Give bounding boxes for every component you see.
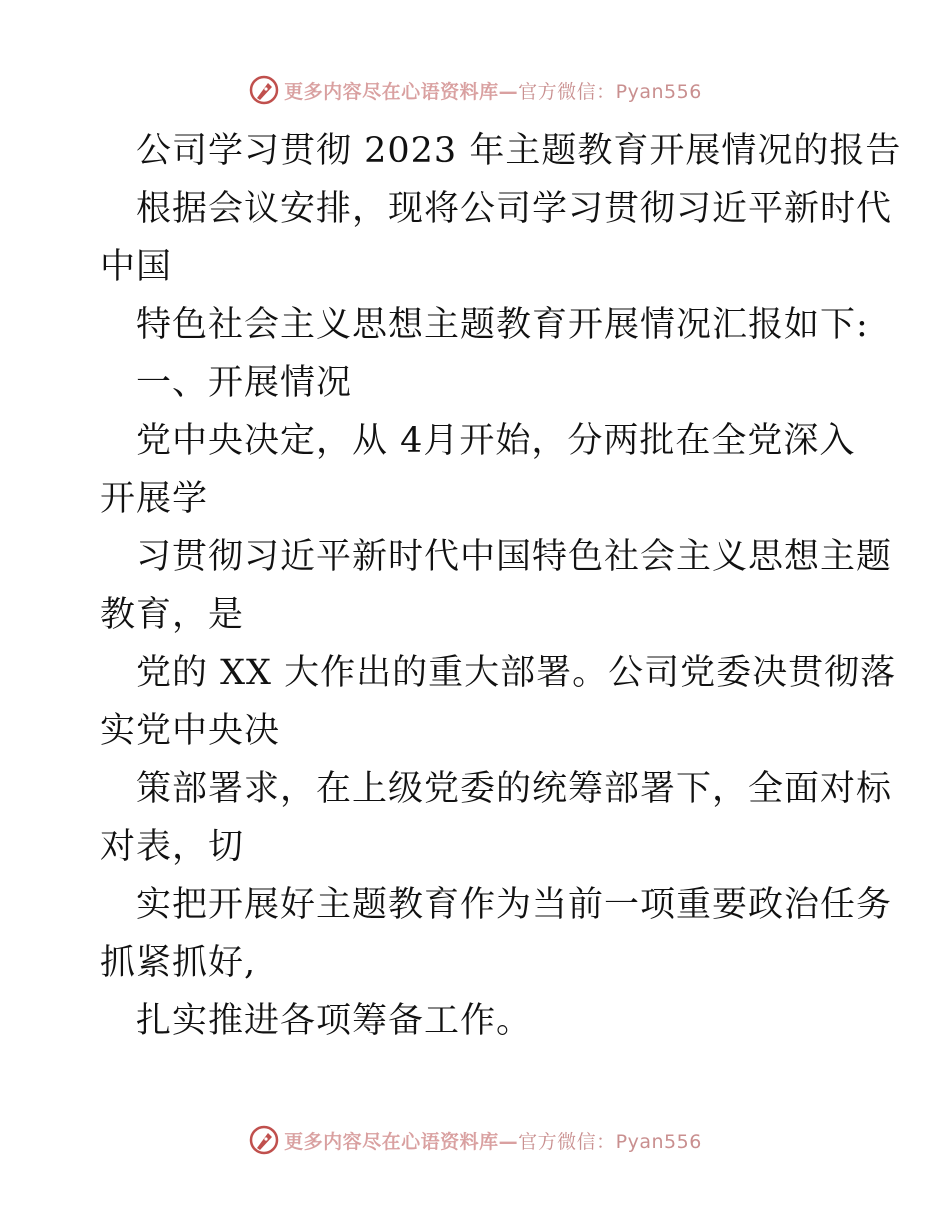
paragraph-line: 党的 XX 大作出的重大部署。公司党委决贯彻落 (136, 653, 897, 693)
watermark-text: 更多内容尽在心语资料库—官方微信：Pyan556 (284, 80, 702, 103)
document-title: 公司学习贯彻 2023 年主题教育开展情况的报告 (136, 131, 902, 171)
header-watermark (0, 70, 950, 110)
watermark-text: 更多内容尽在心语资料库—官方微信：Pyan556 (284, 1130, 702, 1153)
paragraph-line: 教育，是 (100, 595, 245, 635)
paragraph-line: 抓紧抓好, (100, 943, 257, 983)
paragraph-line: 中国 (100, 247, 173, 287)
pen-nib-logo-icon (248, 1124, 280, 1156)
paragraph-line: 实党中央决 (100, 711, 281, 751)
paragraph-line: 对表，切 (100, 827, 245, 867)
paragraph-line: 特色社会主义思想主题教育开展情况汇报如下: (136, 305, 869, 345)
paragraph-line: 实把开展好主题教育作为当前一项重要政治任务 (136, 885, 893, 925)
footer-watermark (0, 1120, 950, 1160)
paragraph-line: 策部署求，在上级党委的统筹部署下，全面对标 (136, 769, 893, 809)
pen-nib-logo-icon (248, 74, 280, 106)
paragraph-line: 扎实推进各项筹备工作。 (136, 1001, 533, 1041)
document-body (100, 122, 902, 1050)
section-heading: 一、开展情况 (136, 363, 353, 403)
paragraph-line: 习贯彻习近平新时代中国特色社会主义思想主题 (136, 537, 893, 577)
paragraph-line: 开展学 (100, 479, 209, 519)
paragraph-line: 根据会议安排，现将公司学习贯彻习近平新时代 (136, 189, 893, 229)
paragraph-line: 党中央决定，从 4月开始，分两批在全党深入 (136, 421, 856, 461)
